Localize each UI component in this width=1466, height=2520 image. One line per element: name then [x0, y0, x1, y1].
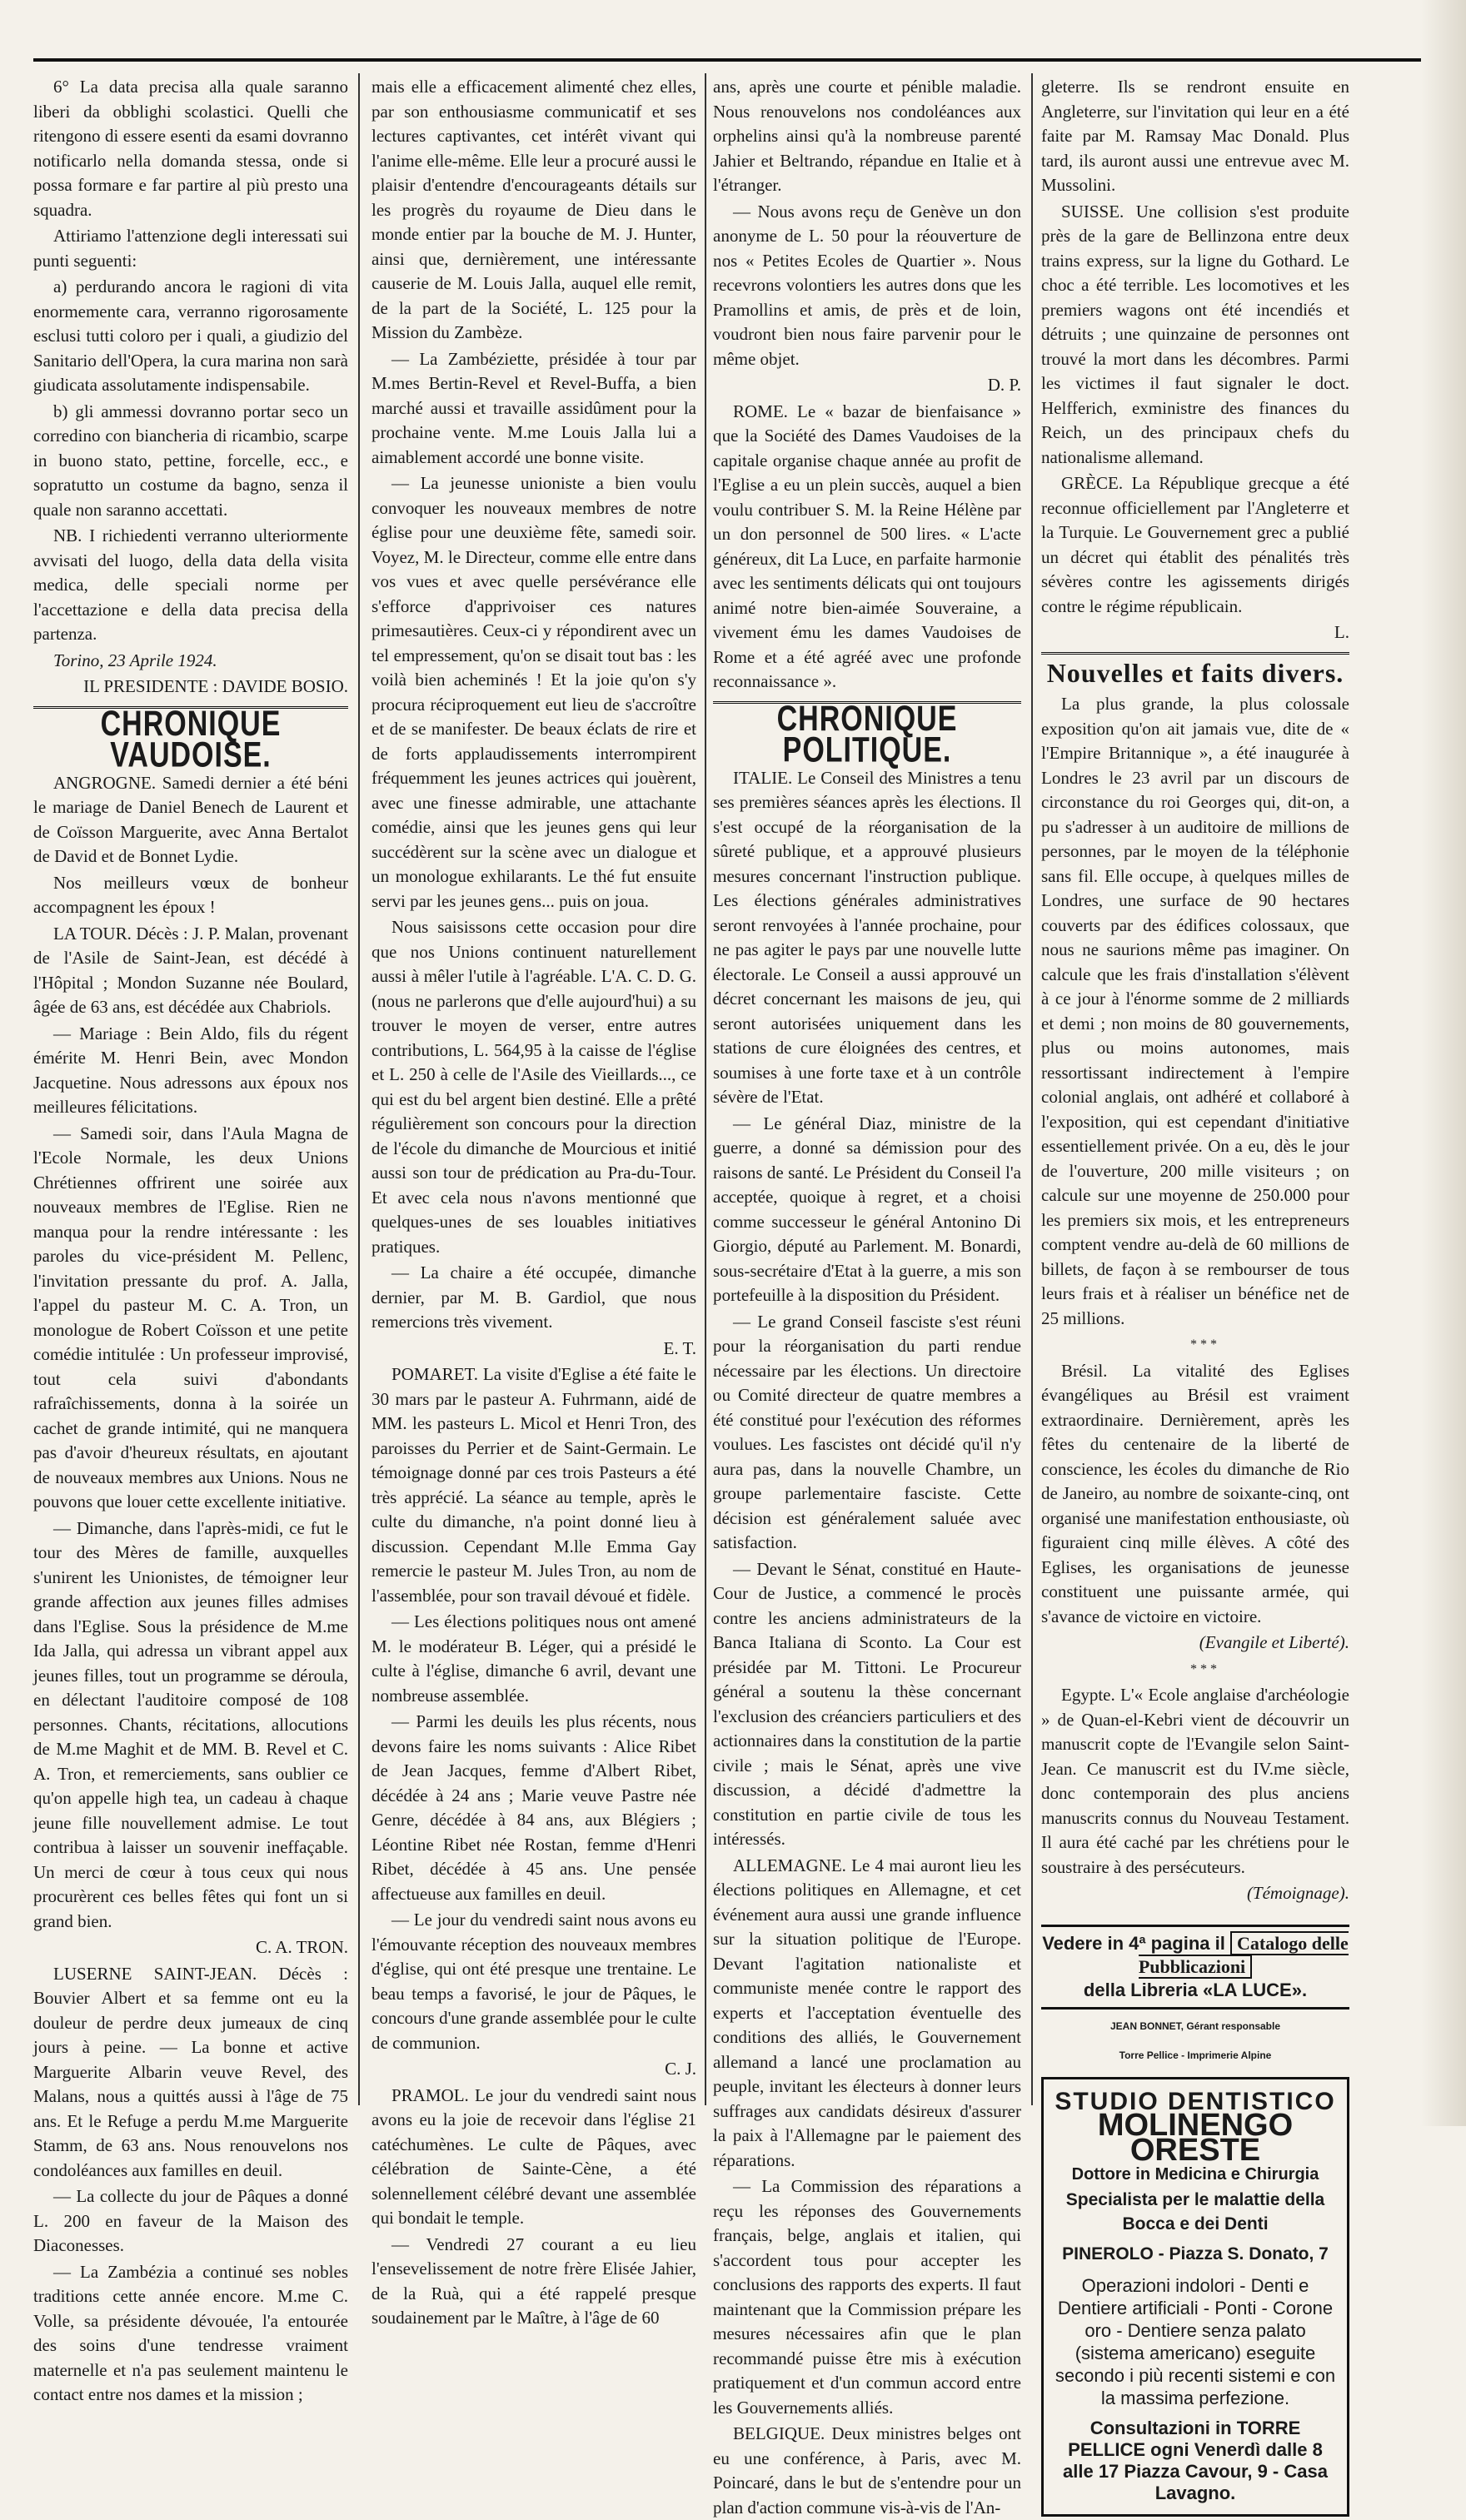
paragraph: ITALIE. Le Conseil des Ministres a tenu ses premières séances après les élections. Il s'est occupé de la réorganisation de la sûreté publique, et a approuvé plusieurs mesures concernant l'instruction publique. Les élections générales administratives seront renvoyées à l'année prochaine, pour ne pas agiter le pays par une nouvelle lutte électorale. Le Conseil a aussi approuvé un décret concernant les maisons de jeu, qui seront autorisées uniquement dans les stations de cure éloignées des centres, et soumises à une forte taxe et à un contrôle sévère de l'Etat. [713, 767, 1021, 1107]
paragraph: Attiriamo l'attenzione degli interessati sui punti seguenti: [33, 226, 348, 271]
paragraph: — Nous avons reçu de Genève un don anonyme de L. 50 pour la réouverture de nos « Petites Ecoles de Quartier ». Nous recevrons volontiers les autres dons que les Pramollins et amis, de près et de loin, voudront bien nous faire parvenir pour le même objet. [713, 201, 1021, 369]
column-2 [371, 75, 696, 2328]
column-separator [358, 73, 360, 2105]
advert-address: PINEROLO - Piazza S. Donato, 7 [1062, 2244, 1329, 2264]
paragraph: 6° La data precisa alla quale saranno liberi da obblighi scolastici. Quelli che ritengono di essere esenti da esami dovranno notificarlo nella domanda stessa, onde si possa formare e far partire al più presto una squadra. [33, 77, 348, 220]
paragraph: Brésil. La vitalité des Eglises évangéliques au Brésil est vraiment extraordinaire. Dernièrement, après les fêtes du centenaire de la liberté de conscience, les écoles du dimanche de Rio de Janeiro, au nombre de soixante-cinq, ont organisé une manifestation enthousiaste, où figuraient cinq mille élèves. A côté des Eglises, les organisations de jeunesse constituent une puissante armée, qui s'avance de victoire en victoire. [1041, 1360, 1349, 1626]
paragraph: La plus grande, la plus colossale exposition qu'on ait jamais vue, dite de « l'Empire Britannique », a été inaugurée à Londres le 23 avril par un discours de circonstance du roi Georges qui, dit-on, a pu s'adresser à un auditoire de millions de personnes, par le moyen de la téléphonie sans fil. Elle occupe, à quelques milles de Londres, une surface de 90 hectares couverts par des édifices colossaux, que nous ne saurions même pas imaginer. On calcule que les frais d'installation s'élèvent à ce jour à l'énorme somme de 2 milliards et demi ; non moins de 80 gouvernements, plus ou moins autonomes, mais ressortissant indirectement à l'empire colonial anglais, ont adhéré et collaboré à l'exposition, qui est cependant d'initiative essentiellement privée. On a eu, dès le jour de l'ouverture, 200 mille visiteurs ; on calcule sur une moyenne de 250.000 pour les premiers six mois, et les entrepreneurs comptent vendre au-delà de 60 millions de billets, de façon à se rembourser de tous leurs frais et à réaliser un bénéfice net de 25 millions. [1041, 694, 1349, 1328]
paragraph: — La chaire a été occupée, dimanche dernier, par M. B. Gardiol, que nous remercions très vivement. [371, 1262, 696, 1332]
paragraph: SUISSE. Une collision s'est produite près de la gare de Bellinzona entre deux trains express, sur la ligne du Gothard. Le choc a été terrible. Les locomotives et les premiers wagons ont été incendiés et détruits ; une quinzaine de personnes ont trouvé la mort dans les décombres. Parmi les victimes il faut signaler le doct. Helfferich, exministre des finances du Reich, un des principaux chefs du nationalisme allemand. [1041, 201, 1349, 467]
paragraph: ans, après une courte et pénible maladie. Nous renouvelons nos condoléances aux orphelins ainsi qu'à la nombreuse parenté Jahier et Beltrando, répandue en Italie et à l'étranger. [713, 77, 1021, 195]
section-rule [1041, 652, 1349, 655]
signature: D. P. [987, 375, 1021, 395]
paragraph: — Le grand Conseil fasciste s'est réuni pour la réorganisation du parti rendue nécessaire par les élections. Un directoire ou Comité directeur de quatre membres a été constitué pour l'exécution des réformes voulues. Les fascistes ont décidé qu'il n'y aura pas, dans la nouvelle Chambre, un groupe parlementaire fasciste. Cette décision est généralement saluée avec satisfaction. [713, 1311, 1021, 1552]
column-4 [1041, 75, 1349, 2503]
advert-title: STUDIO DENTISTICO [1055, 2087, 1336, 2115]
paragraph: b) gli ammessi dovranno portar seco un corredino con biancheria di ricambio, scarpe in buono stato, pettine, forcelle, ecc., e sopratutto un costume da bagno, senza il quale non saranno accettati. [33, 401, 348, 520]
section-heading: Nouvelles et faits divers. [1046, 657, 1344, 688]
signature: C. A. TRON. [255, 1937, 348, 1957]
paragraph: a) perdurando ancora le ragioni di vita enormemente cara, verranno rigorosamente esclusi tutti coloro per i quali, a giudizio del Sanitario dell'Opera, la cura marina non sarà giudicata assolutamente indispensabile. [33, 276, 348, 395]
paragraph: Nous saisissons cette occasion pour dire que nos Unions continuent naturellement aussi à mêler l'utile à l'agréable. L'A. C. D. G. (nous ne parlerons que d'elle aujourd'hui) a su trouver le moyen de verser, entre autres contributions, L. 564,95 à la caisse de l'église et L. 250 à celle de l'Asile des Vieillards..., ce qui est du bel argent bien destiné. Elle a prêté régulièrement son concours pour la direction de l'école du dimanche de Mourcious et initié aussi son tour de prédication au Pra-du-Tour. Et avec cela nous n'avons mentionné que quelques-unes de ses louables initiatives pratiques. [371, 917, 696, 1257]
page-edge [1421, 0, 1466, 2126]
paragraph: — Samedi soir, dans l'Aula Magna de l'Ecole Normale, les deux Unions Chrétiennes offrirent une soirée aux nouveaux membres de l'Eglise. Rien ne manqua pour la rendre intéressante : les paroles du vice-président M. Pellenc, l'invitation pressante du prof. A. Jalla, l'appel du pasteur M. C. A. Tron, un monologue de Robert Coïsson et une petite comédie intitulée : Un professeur improvisé, tout cela suivi d'abondants rafraîchissements, donna à la soirée un cachet de grande intimité, qui ne manquera pas d'avoir d'heureux résultats, en ajoutant de nouveaux membres aux Unions. Nous ne pouvons que louer cette excellente initiative. [33, 1123, 348, 1512]
advert-services: Operazioni indolori - Denti e Dentiere artificiali - Ponti - Corone oro - Dentiere senza palato (sistema americano) eseguite secondo i più recenti sistemi e con la massima perfezione. [1055, 2275, 1336, 2408]
advert-text: Vedere in 4ª pagina il [1042, 1932, 1225, 1954]
paragraph: PRAMOL. Le jour du vendredi saint nous avons eu la joie de recevoir dans l'église 21 catéchumènes. Le culte de Pâques, avec célébration de Sainte-Cène, a été solennellement célébré devant une assemblée qui bondait le temple. [371, 2084, 696, 2228]
paragraph: — La collecte du jour de Pâques a donné L. 200 en faveur de la Maison des Diaconesses. [33, 2186, 348, 2255]
paragraph: gleterre. Ils se rendront ensuite en Angleterre, sur l'invitation qui leur en a été faite par M. Ramsay Mac Donald. Plus tard, ils auront aussi une entrevue avec M. Mussolini. [1041, 77, 1349, 195]
paragraph: ANGROGNE. Samedi dernier a été béni le mariage de Daniel Benech de Laurent et de Coïsson Marguerite, avec Anna Bertalot de David et de Bonnet Lydie. [33, 772, 348, 866]
advert-consultations: Consultazioni in TORRE PELLICE ogni Venerdì dalle 8 alle 17 Piazza Cavour, 9 - Casa Lavagno. [1063, 2418, 1328, 2503]
paragraph: ALLEMAGNE. Le 4 mai auront lieu les élections politiques en Allemagne, et cet événement aura aussi une grande influence sur la situation politique de l'Europe. Devant l'agitation nationaliste et communiste menée contre le rapport des experts et l'acceptation éventuelle des conditions des alliés, le Gouvernement allemand a lancé une proclamation au peuple, invitant les électeurs à donner leurs suffrages aux candidats désireux d'assurer la paix à l'Allemagne par le paiement des réparations. [713, 1855, 1021, 2170]
paragraph: — Devant le Sénat, constitué en Haute-Cour de Justice, a commencé le procès contre les anciens administrateurs de la Banca Italiana di Sconto. La Cour est présidée par M. Tittoni. Le Procureur général a soutenu la thèse concernant l'exclusion des créanciers particuliers et des actionnaires dans la constitution de la partie civile ; mais le Sénat, après une vive discussion, a décidé d'admettre la constitution en partie civile de tous les intéressés. [713, 1558, 1021, 1849]
advert-subtitle: Dottore in Medicina e Chirurgia [1071, 2165, 1319, 2184]
paragraph: POMARET. La visite d'Eglise a été faite le 30 mars par le pasteur A. Fuhrmann, aidé de MM. les pasteurs L. Micol et Henri Tron, des paroisses du Perrier et de Saint-Germain. Le témoignage donné par ces trois Pasteurs a été très apprécié. La séance au temple, après le culte du dimanche, n'a point donné lieu à discussion. Cependant M.lle Emma Gay remercie le pasteur M. Jules Tron, au nom de l'assemblée, pour son travail dévoué et fidèle. [371, 1364, 696, 1606]
column-separator [1031, 73, 1033, 2105]
paragraph: — La Commission des réparations a reçu les réponses des Gouvernements français, belge, anglais et italien, qui s'accordent tous pour accepter les conclusions des rapports des experts. Il faut maintenant que la Commission prépare les mesures nécessaires afin que le plan recommandé puisse être mis à exécution pratiquement et d'un commun accord entre les Gouvernements alliés. [713, 2176, 1021, 2418]
advert-name: MOLINENGO ORESTE [1097, 2108, 1294, 2168]
paragraph: — La Zambéziette, présidée à tour par M.mes Bertin-Revel et Revel-Buffa, a bien marché aussi et travaille assidûment pour la prochaine vente. M.me Louis Jalla lui a aimablement accordé une bonne visite. [371, 348, 696, 467]
catalogue-advert [1041, 1925, 1349, 2010]
paragraph: GRÈCE. La République grecque a été reconnue officiellement par l'Angleterre et la Turquie. Le Gouvernement grec a publié un décret qui établit des pénalités très sévères contre les agissements dirigés contre le régime républicain. [1041, 473, 1349, 616]
column-3 [713, 75, 1021, 2518]
paragraph: LUSERNE SAINT-JEAN. Décès : Bouvier Albert et sa femme ont eu la douleur de perdre deux jumeaux de cinq jours à peine. — La bonne et active Marguerite Albarin veuve Revel, des Malans, nous a quittés aussi à l'âge de 75 ans. Et le Refuge a perdu M.me Marguerite Stamm, de 63 ans. Nous renouvelons nos condoléances aux familles en deuil. [33, 1963, 348, 2180]
signature: L. [1334, 622, 1349, 642]
signature: C. J. [665, 2059, 696, 2079]
paragraph: Nos meilleurs vœux de bonheur accompagnent les époux ! [33, 872, 348, 917]
imprint-printer: Torre Pellice - Imprimerie Alpine [1119, 2049, 1272, 2061]
paragraph: NB. I richiedenti verranno ulteriormente avvisati del luogo, della data della visita medica, delle speciali norme per l'accettazione e della data precisa della partenza. [33, 525, 348, 644]
paragraph: Egypte. L'« Ecole anglaise d'archéologie » de Quan-el-Kebri vient de découvrir un manuscrit copte de l'Evangile selon Saint-Jean. Ce manuscrit est du IV.me siècle, donc contemporain des plus anciens manuscrits connus du Nouveau Testament. Il aura été caché par les chrétiens pour le soustraire à des persécuteurs. [1041, 1685, 1349, 1877]
paragraph: LA TOUR. Décès : J. P. Malan, provenant de l'Asile de Saint-Jean, est décédé à l'Hôpital ; Mondon Suzanne née Boulard, âgée de 63 ans, est décédée aux Chabriols. [33, 923, 348, 1017]
section-heading: CHRONIQUE VAUDOISE. [100, 703, 282, 774]
source-credit: (Evangile et Liberté). [1199, 1632, 1349, 1652]
paragraph: — Parmi les deuils les plus récents, nous devons faire les noms suivants : Alice Ribet de Jean Jacques, femme d'Albert Ribet, décédée à 24 ans ; Marie veuve Pastre née Genre, décédée à 84 ans, aux Blégiers ; Léontine Ribet née Rostan, femme d'Henri Ribet, décédée à 45 ans. Une pensée affectueuse aux familles en deuil. [371, 1711, 696, 1904]
paragraph: BELGIQUE. Deux ministres belges ont eu une conférence, à Paris, avec M. Poincaré, dans le but de s'entendre pour un plan d'action commune vis-à-vis de l'An- [713, 2423, 1021, 2518]
section-stars: *** [1190, 1337, 1220, 1352]
paragraph: — La jeunesse unioniste a bien voulu convoquer les nouveaux membres de notre église pour une deuxième fête, samedi soir. Voyez, M. le Directeur, comme elle entre dans vos vues et avec quelle persévérance elle s'efforce d'apprivoiser ces natures primesautières. Ceux-ci y répondirent avec un tel empressement, qu'on se disait tout bas : les voilà bien acheminés ! Et la joie qu'on s'y procura réciproquement eut lieu de s'accroître et de se manifester. De beaux éclats de rire et de forts applaudissements interrompirent fréquemment les jeunes actrices qui jouèrent, avec une finesse admirable, une attachante comédie, ainsi que les jeunes gens qui leur succédèrent sur la scène avec un dialogue et un monologue exhilarants. Le thé fut ensuite servi par les jeunes gens... puis on joua. [371, 473, 696, 911]
paragraph: — La Zambézia a continué ses nobles traditions cette année encore. M.me C. Volle, sa présidente dévouée, l'a entourée des soins d'une tendresse vraiment maternelle et n'a pas seulement maintenu le contact entre nos dames et la mission ; [33, 2261, 348, 2404]
paragraph: — Dimanche, dans l'après-midi, ce fut le tour des Mères de famille, auxquelles s'unirent les Unionistes, de témoigner leur grande affection aux jeunes filles admises dans l'Eglise. Sous la présidence de M.me Ida Jalla, qui adressa un vibrant appel aux jeunes filles, tout un programme se déroula, en délectant l'auditoire composé de 108 personnes. Chants, récitations, allocutions de M.me Maghit et de MM. B. Revel et C. A. Tron, et remerciements, sans oublier ce qu'on appelle high tea, un cadeau à chaque jeune fille nouvellement admise. Le tout contribua à laisser un souvenir ineffaçable. Un merci de cœur à tous ceux qui nous procurèrent ces belles fêtes qui font un si grand bien. [33, 1517, 348, 1931]
catalogue-title: Catalogo delle Pubblicazioni [1138, 1932, 1349, 1977]
section-heading: CHRONIQUE POLITIQUE. [776, 698, 958, 769]
advert-text: della Libreria «LA LUCE». [1083, 1979, 1308, 2000]
paragraph: — Mariage : Bein Aldo, fils du régent émérite M. Henri Bein, avec Mondon Jacquetine. Nous adressons aux époux nos meilleures félicitations. [33, 1023, 348, 1117]
signature: E. T. [663, 1337, 696, 1358]
source-credit: (Témoignage). [1246, 1883, 1349, 1903]
dateline: Torino, 23 Aprile 1924. [53, 650, 217, 670]
section-stars: *** [1190, 1661, 1220, 1676]
signature: IL PRESIDENTE : DAVIDE BOSIO. [83, 676, 348, 696]
paragraph: — Les élections politiques nous ont amené M. le modérateur B. Léger, qui a présidé le culte à l'église, dimanche 6 avril, devant une nombreuse assemblée. [371, 1611, 696, 1706]
dentist-advert [1041, 2077, 1349, 2518]
paragraph: mais elle a efficacement alimenté chez elles, par son enthousiasme communicatif et ses lectures captivantes, cet intérêt vivant qui l'anime elle-même. Elle leur a procuré aussi le plaisir d'entendre d'encourageants détails sur les progrès du royaume de Dieu dans le monde entier par la bouche de M. J. Hunter, ainsi que, dernièrement, une intéressante causerie de M. Louis Jalla, auquel elle remit, de la part de la Société, L. 125 pour la Mission du Zambèze. [371, 77, 696, 342]
paragraph: ROME. Le « bazar de bienfaisance » que la Société des Dames Vaudoises de la capitale organise chaque année au profit de l'Eglise a eu un plein succès, auquel a bien voulu contribuer S. M. la Reine Hélène par un don personnel de 500 lires. « L'acte généreux, dit La Luce, en parfaite harmonie avec les sentiments délicats qui ont toujours animé notre bien-aimée Souveraine, a vivement ému les dames Vaudoises de Rome et a été agréé avec une profonde reconnaissance ». [713, 401, 1021, 691]
imprint-manager: JEAN BONNET, Gérant responsable [1109, 2019, 1281, 2032]
paragraph: — Vendredi 27 courant a eu lieu l'ensevelissement de notre frère Elisée Jahier, de la Ruà, qui a été rappelé presque soudainement par le Maître, à l'âge de 60 [371, 2234, 696, 2328]
top-rule [33, 58, 1433, 62]
paragraph: — Le général Diaz, ministre de la guerre, a donné sa démission pour des raisons de santé. Le Président du Conseil l'a acceptée, quoique à regret, et a choisi comme successeur le général Antonino Di Giorgio, député au Parlement. M. Bonardi, sous-secrétaire d'Etat à la guerre, a mis son portefeuille à la disposition du Président. [713, 1113, 1021, 1305]
paragraph: — Le jour du vendredi saint nous avons eu l'émouvante réception des nouveaux membres d'église, qui ont été presque une trentaine. Le beau temps a favorisé, le jour de Pâques, le concours d'une grande assemblée pour le culte de communion. [371, 1910, 696, 2053]
column-separator [705, 73, 706, 2105]
advert-specialty: Specialista per le malattie della Bocca e dei Denti [1065, 2189, 1325, 2234]
column-1 [33, 75, 348, 2404]
